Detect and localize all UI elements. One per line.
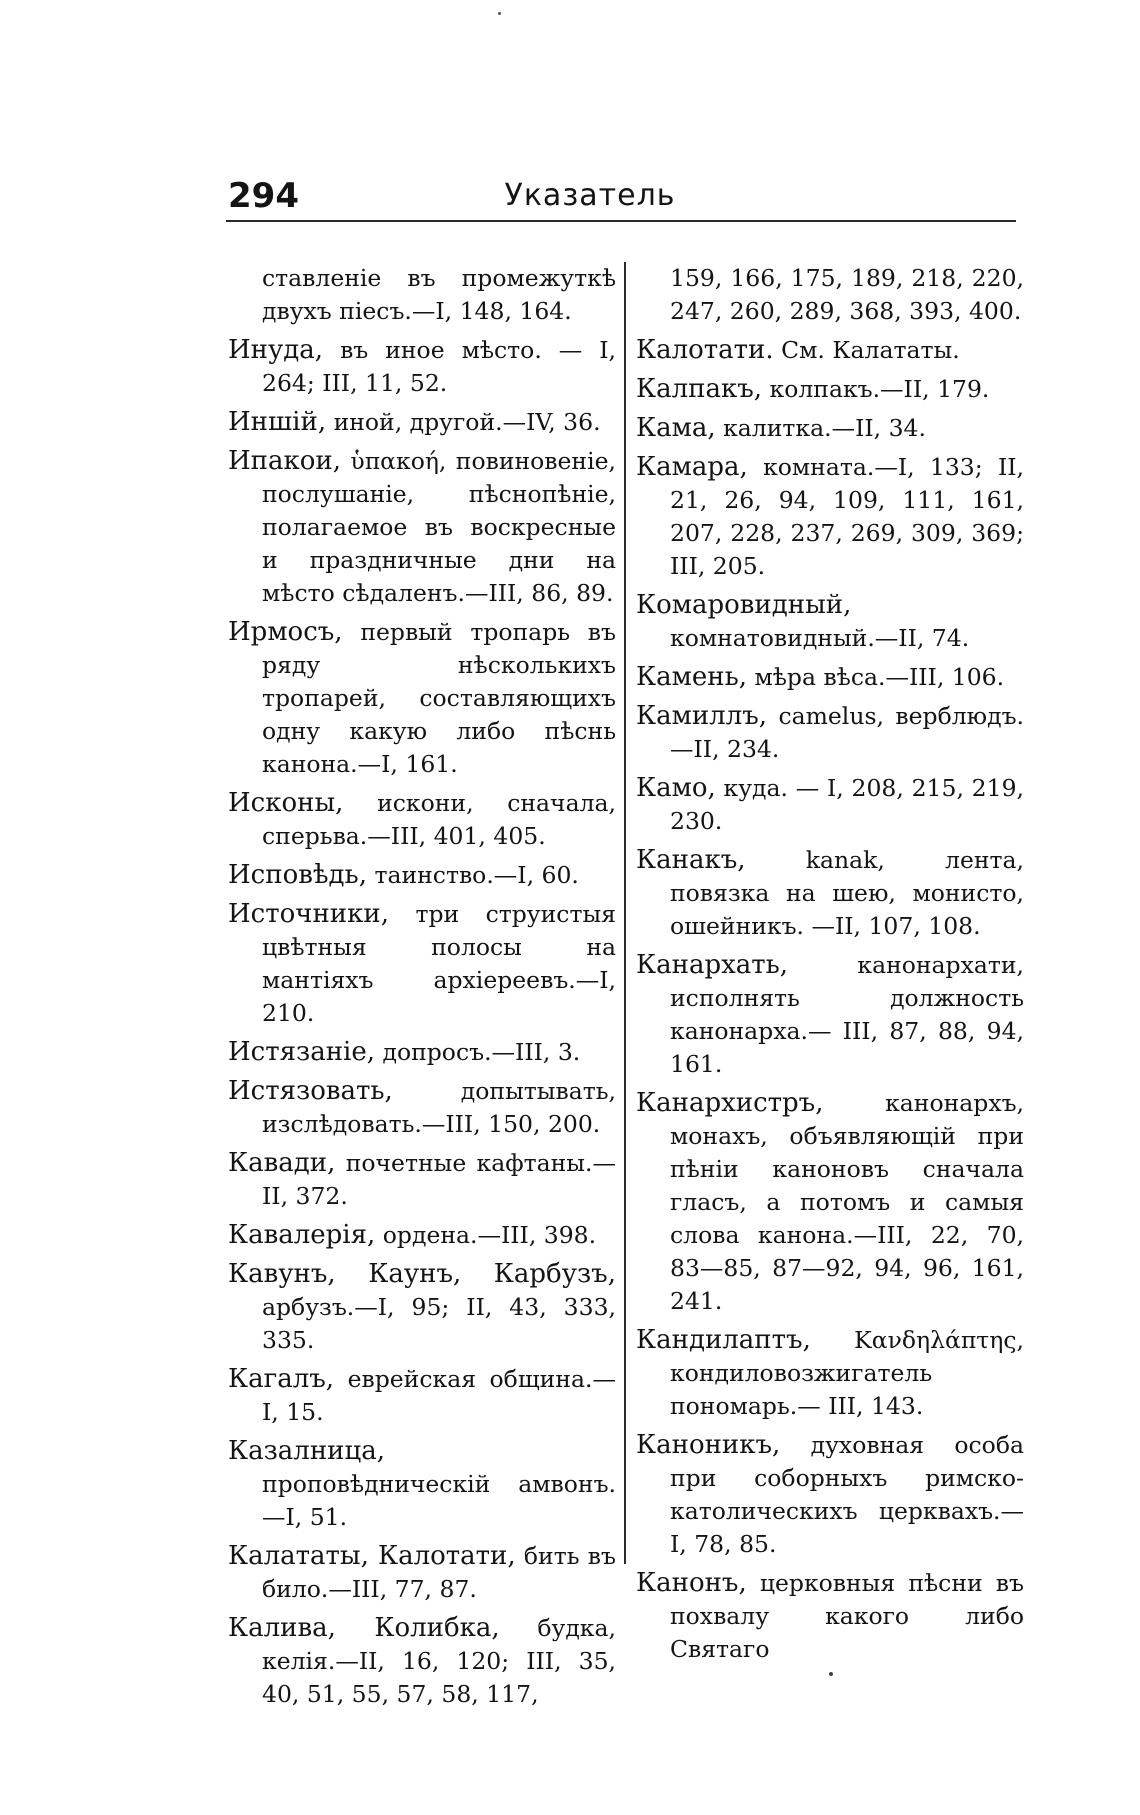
entry-definition: почетные кафтаны.— II, 372.	[262, 1149, 616, 1210]
entry-headword: Канархистръ,	[636, 1088, 824, 1118]
entry-headword: Исконы,	[228, 788, 344, 818]
entry-definition: въ иное мѣсто. — I, 264; III, 11, 52.	[262, 336, 616, 397]
entry-definition: куда. — I, 208, 215, 219, 230.	[670, 774, 1024, 835]
entry-definition: бить въ било.—III, 77, 87.	[262, 1542, 616, 1603]
entry-definition: три струистыя цвѣтныя полосы на мантіяхъ архіереевъ.—I, 210.	[262, 900, 616, 1027]
entry-definition: ставленіе въ промежуткѣ двухъ пiесъ.—I, 148, 164.	[262, 264, 616, 325]
index-entry	[228, 1036, 616, 1069]
entry-headword: Канакъ,	[636, 845, 746, 875]
index-entry	[636, 1324, 1024, 1423]
entry-definition: комнатовидный.—II, 74.	[670, 624, 970, 652]
index-entry	[228, 616, 616, 781]
entry-definition: церковныя пѣсни въ похвалу какого либо Святаго	[670, 1569, 1024, 1663]
entry-definition: допытывать, изслѣдовать.—III, 150, 200.	[262, 1077, 616, 1138]
entry-definition: арбузъ.—I, 95; II, 43, 333, 335.	[262, 1293, 616, 1354]
entry-headword: Камиллъ,	[636, 701, 768, 731]
index-entry	[636, 1429, 1024, 1561]
entry-definition: допросъ.—III, 3.	[382, 1038, 581, 1066]
index-entry	[228, 859, 616, 892]
entry-definition: еврейская община.— I, 15.	[262, 1365, 616, 1426]
entry-definition: первый тропарь въ ряду нѣсколькихъ тропарей, составляющихъ одну какую либо пѣснь канона.—I, 161.	[262, 618, 616, 778]
header-rule	[226, 220, 1016, 222]
index-entry	[636, 451, 1024, 583]
index-entry	[636, 661, 1024, 694]
index-entry	[636, 1087, 1024, 1318]
entry-headword: Канонъ,	[636, 1568, 747, 1598]
entry-headword: Кавалерія,	[228, 1220, 376, 1250]
entry-definition: См. Калататы.	[781, 336, 960, 364]
index-entry	[636, 844, 1024, 943]
index-entry	[228, 1075, 616, 1141]
index-entry	[636, 412, 1024, 445]
index-entry	[636, 334, 1024, 367]
entry-headword: Кавунъ, Каунъ, Карбузъ,	[228, 1259, 616, 1289]
entry-definition: ὑπακοή, повиновеніе, послушаніе, пѣснопѣніе, полагаемое въ воскресные и праздничные дни на мѣсто сѣдаленъ.—III, 86, 89.	[262, 447, 616, 607]
entry-headword: Камень,	[636, 662, 747, 692]
entry-headword: Иншій,	[228, 407, 327, 437]
index-entry	[228, 262, 616, 328]
index-entry	[228, 898, 616, 1030]
entry-headword: Ирмосъ,	[228, 617, 343, 647]
right-column	[636, 262, 1024, 1672]
index-entry	[636, 1567, 1024, 1666]
index-entry	[228, 787, 616, 853]
print-speck	[498, 12, 501, 15]
entry-definition: Κανδηλάπτης, кондиловозжигатель пономарь.— III, 143.	[670, 1326, 1024, 1420]
entry-headword: Канархать,	[636, 950, 789, 980]
page-number: 294	[228, 176, 299, 216]
index-entry	[636, 589, 1024, 655]
entry-headword: Калататы, Калотати,	[228, 1541, 516, 1571]
entry-headword: Истязаніе,	[228, 1037, 375, 1067]
entry-headword: Кагалъ,	[228, 1364, 335, 1394]
entry-headword: Исповѣдь,	[228, 860, 367, 890]
index-entry	[228, 445, 616, 610]
index-entry	[636, 262, 1024, 328]
index-entry	[228, 334, 616, 400]
index-entry	[228, 1363, 616, 1429]
entry-definition: будка, келія.—II, 16, 120; III, 35, 40, 51, 55, 57, 58, 117,	[262, 1614, 616, 1708]
index-entry	[228, 406, 616, 439]
index-entry	[228, 1612, 616, 1711]
index-entry	[636, 772, 1024, 838]
left-column	[228, 262, 616, 1717]
entry-headword: Калпакъ,	[636, 374, 763, 404]
entry-definition: комната.—I, 133; II, 21, 26, 94, 109, 111, 161, 207, 228, 237, 269, 309, 369; III, 205.	[670, 453, 1024, 580]
entry-definition: калитка.—II, 34.	[723, 414, 926, 442]
entry-headword: Комаровидный,	[636, 590, 852, 620]
entry-definition: мѣра вѣса.—III, 106.	[754, 663, 1005, 691]
index-entry	[228, 1147, 616, 1213]
entry-definition: ордена.—III, 398.	[382, 1221, 597, 1249]
entry-definition: 159, 166, 175, 189, 218, 220, 247, 260, 289, 368, 393, 400.	[670, 264, 1024, 325]
entry-headword: Каноникъ,	[636, 1430, 781, 1460]
entry-headword: Казалница,	[228, 1436, 385, 1466]
entry-definition: camelus, верблюдъ. —II, 234.	[670, 702, 1024, 763]
print-speck	[829, 1672, 833, 1676]
entry-headword: Кама,	[636, 413, 716, 443]
entry-headword: Калива, Колибка,	[228, 1613, 500, 1643]
entry-definition: иной, другой.—IV, 36.	[333, 408, 601, 436]
entry-definition: kanak, лента, повязка на шею, монисто, ошейникъ. —II, 107, 108.	[670, 846, 1024, 940]
entry-headword: Истязовать,	[228, 1076, 393, 1106]
index-entry	[636, 700, 1024, 766]
index-entry	[228, 1435, 616, 1534]
running-title: Указатель	[504, 178, 676, 213]
entry-headword: Кандилаптъ,	[636, 1325, 811, 1355]
index-entry	[636, 373, 1024, 406]
entry-definition: таинство.—I, 60.	[374, 861, 579, 889]
entry-definition: духовная особа при соборныхъ римско-католическихъ церквахъ.—I, 78, 85.	[670, 1431, 1024, 1558]
entry-headword: Кавади,	[228, 1148, 336, 1178]
index-entry	[228, 1219, 616, 1252]
index-entry	[636, 949, 1024, 1081]
entry-definition: канонархъ, монахъ, объявляющій при пѣніи каноновъ сначала гласъ, а потомъ и самыя слова канона.—III, 22, 70, 83—85, 87—92, 94, 96, 161, 241.	[670, 1089, 1024, 1315]
column-divider	[624, 262, 626, 1564]
entry-headword: Ипакои,	[228, 446, 342, 476]
entry-definition: канонархати, исполнять должность канонарха.— III, 87, 88, 94, 161.	[670, 951, 1024, 1078]
entry-headword: Камара,	[636, 452, 748, 482]
entry-headword: Калотати.	[636, 335, 774, 365]
index-entry	[228, 1540, 616, 1606]
entry-definition: колпакъ.—II, 179.	[769, 375, 990, 403]
entry-definition: проповѣдническій амвонъ.—I, 51.	[262, 1470, 616, 1531]
entry-headword: Камо,	[636, 773, 716, 803]
entry-definition: искони, сначала, сперьва.—III, 401, 405.	[262, 789, 616, 850]
entry-headword: Инуда,	[228, 335, 324, 365]
entry-headword: Источники,	[228, 899, 389, 929]
index-entry	[228, 1258, 616, 1357]
